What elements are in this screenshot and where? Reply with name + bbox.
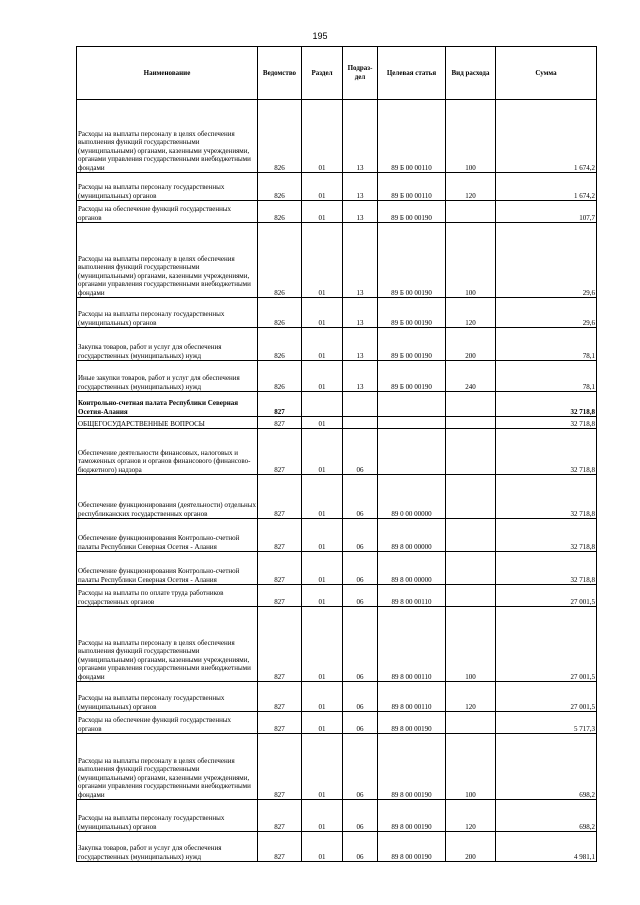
header-name: Наименование (77, 47, 258, 100)
table-row (77, 552, 597, 585)
cell-target: 89 8 00 00110 (378, 585, 446, 607)
cell-sum: 27 001,5 (496, 607, 597, 682)
cell-subsection: 06 (343, 607, 378, 682)
cell-sum: 32 718,8 (496, 392, 597, 417)
cell-name: Расходы на выплаты персоналу в целях обеспечения выполнения функций государственными (муниципальными) органами, казенными учреждениями, органами управления государственными внебюджетными фондами (77, 607, 258, 682)
table-row (77, 201, 597, 223)
cell-target: 89 8 00 00190 (378, 832, 446, 862)
table-body (77, 100, 597, 862)
cell-subsection (343, 417, 378, 429)
cell-target: 89 8 00 00000 (378, 552, 446, 585)
cell-target: 89 Б 00 00190 (378, 223, 446, 298)
cell-exp-type: 120 (446, 800, 496, 832)
header-row (77, 47, 597, 100)
cell-exp-type (446, 417, 496, 429)
table-row (77, 223, 597, 298)
cell-exp-type (446, 585, 496, 607)
cell-dept: 827 (258, 475, 302, 519)
cell-dept: 827 (258, 832, 302, 862)
cell-sum: 4 981,1 (496, 832, 597, 862)
cell-section: 01 (302, 173, 343, 201)
cell-target: 89 8 00 00190 (378, 800, 446, 832)
cell-dept: 826 (258, 361, 302, 392)
cell-section: 01 (302, 734, 343, 800)
cell-subsection: 06 (343, 800, 378, 832)
cell-target: 89 8 00 00110 (378, 607, 446, 682)
table-row (77, 429, 597, 475)
cell-section: 01 (302, 585, 343, 607)
cell-name: Обеспечение функционирования Контрольно-счетной палаты Республики Северная Осетия - Алания (77, 552, 258, 585)
header-subsection: Подраз-дел (343, 47, 378, 100)
header-section: Раздел (302, 47, 343, 100)
cell-exp-type (446, 519, 496, 552)
cell-subsection: 06 (343, 585, 378, 607)
cell-sum: 32 718,8 (496, 552, 597, 585)
cell-dept: 827 (258, 800, 302, 832)
cell-sum: 29,6 (496, 298, 597, 328)
cell-target: 89 8 00 00190 (378, 734, 446, 800)
cell-name: Расходы на выплаты персоналу в целях обеспечения выполнения функций государственными (муниципальными) органами, казенными учреждениями, органами управления государственными внебюджетными фондами (77, 100, 258, 173)
cell-name: Расходы на выплаты персоналу государственных (муниципальных) органов (77, 682, 258, 712)
cell-dept: 826 (258, 223, 302, 298)
table-row (77, 682, 597, 712)
cell-section: 01 (302, 712, 343, 734)
cell-name: ОБЩЕГОСУДАРСТВЕННЫЕ ВОПРОСЫ (77, 417, 258, 429)
cell-section: 01 (302, 832, 343, 862)
cell-dept: 827 (258, 585, 302, 607)
cell-exp-type: 200 (446, 832, 496, 862)
table-row (77, 607, 597, 682)
cell-name: Расходы на обеспечение функций государственных органов (77, 712, 258, 734)
cell-dept: 827 (258, 429, 302, 475)
table-row (77, 585, 597, 607)
cell-section: 01 (302, 475, 343, 519)
cell-exp-type: 200 (446, 328, 496, 361)
cell-sum: 27 001,5 (496, 585, 597, 607)
cell-name: Расходы на выплаты персоналу в целях обеспечения выполнения функций государственными (муниципальными) органами, казенными учреждениями, органами управления государственными внебюджетными фондами (77, 223, 258, 298)
cell-sum: 698,2 (496, 734, 597, 800)
cell-target: 89 8 00 00110 (378, 682, 446, 712)
cell-exp-type (446, 201, 496, 223)
cell-subsection: 06 (343, 519, 378, 552)
cell-name: Закупка товаров, работ и услуг для обеспечения государственных (муниципальных) нужд (77, 832, 258, 862)
cell-sum: 5 717,3 (496, 712, 597, 734)
cell-name: Контрольно-счетная палата Республики Северная Осетия-Алания (77, 392, 258, 417)
cell-dept: 827 (258, 552, 302, 585)
cell-dept: 827 (258, 607, 302, 682)
cell-sum: 698,2 (496, 800, 597, 832)
cell-sum: 78,1 (496, 361, 597, 392)
cell-name: Расходы на обеспечение функций государственных органов (77, 201, 258, 223)
cell-subsection: 13 (343, 223, 378, 298)
cell-section: 01 (302, 682, 343, 712)
table-row (77, 712, 597, 734)
cell-exp-type (446, 712, 496, 734)
table-row (77, 417, 597, 429)
cell-dept: 826 (258, 173, 302, 201)
cell-subsection: 13 (343, 173, 378, 201)
table-row (77, 328, 597, 361)
table-row (77, 173, 597, 201)
cell-section: 01 (302, 429, 343, 475)
cell-name: Расходы на выплаты персоналу государственных (муниципальных) органов (77, 173, 258, 201)
table-row (77, 800, 597, 832)
cell-target (378, 417, 446, 429)
cell-exp-type (446, 429, 496, 475)
cell-dept: 827 (258, 392, 302, 417)
cell-section: 01 (302, 519, 343, 552)
cell-subsection: 06 (343, 475, 378, 519)
header-exp-type: Вид расхода (446, 47, 496, 100)
cell-dept: 827 (258, 417, 302, 429)
cell-subsection (343, 392, 378, 417)
table-row (77, 361, 597, 392)
cell-target: 89 8 00 00190 (378, 712, 446, 734)
cell-dept: 826 (258, 328, 302, 361)
cell-section: 01 (302, 552, 343, 585)
cell-sum: 27 001,5 (496, 682, 597, 712)
cell-sum: 32 718,8 (496, 429, 597, 475)
cell-exp-type (446, 475, 496, 519)
cell-section (302, 392, 343, 417)
cell-section: 01 (302, 100, 343, 173)
cell-exp-type: 120 (446, 682, 496, 712)
cell-name: Обеспечение функционирования Контрольно-счетной палаты Республики Северная Осетия - Алания (77, 519, 258, 552)
cell-section: 01 (302, 223, 343, 298)
cell-name: Обеспечение деятельности финансовых, налоговых и таможенных органов и органов финансового (финансово-бюджетного) надзора (77, 429, 258, 475)
cell-sum: 1 674,2 (496, 173, 597, 201)
cell-subsection: 06 (343, 734, 378, 800)
cell-target: 89 Б 00 00190 (378, 201, 446, 223)
cell-dept: 827 (258, 712, 302, 734)
cell-exp-type: 100 (446, 100, 496, 173)
cell-exp-type: 100 (446, 223, 496, 298)
table-row (77, 475, 597, 519)
cell-section: 01 (302, 298, 343, 328)
cell-target: 89 Б 00 00190 (378, 328, 446, 361)
cell-name: Расходы на выплаты персоналу в целях обеспечения выполнения функций государственными (муниципальными) органами, казенными учреждениями, органами управления государственными внебюджетными фондами (77, 734, 258, 800)
cell-sum: 29,6 (496, 223, 597, 298)
cell-sum: 107,7 (496, 201, 597, 223)
cell-dept: 826 (258, 201, 302, 223)
cell-name: Иные закупки товаров, работ и услуг для обеспечения государственных (муниципальных) нужд (77, 361, 258, 392)
cell-subsection: 13 (343, 100, 378, 173)
cell-exp-type: 100 (446, 607, 496, 682)
cell-subsection: 13 (343, 201, 378, 223)
table-row (77, 832, 597, 862)
cell-target: 89 Б 00 00190 (378, 298, 446, 328)
cell-exp-type: 240 (446, 361, 496, 392)
cell-subsection: 13 (343, 298, 378, 328)
cell-name: Закупка товаров, работ и услуг для обеспечения государственных (муниципальных) нужд (77, 328, 258, 361)
cell-exp-type: 100 (446, 734, 496, 800)
cell-dept: 826 (258, 100, 302, 173)
cell-exp-type (446, 392, 496, 417)
cell-target: 89 8 00 00000 (378, 519, 446, 552)
cell-target (378, 392, 446, 417)
header-sum: Сумма (496, 47, 597, 100)
cell-dept: 827 (258, 519, 302, 552)
cell-section: 01 (302, 328, 343, 361)
cell-name: Расходы на выплаты персоналу государственных (муниципальных) органов (77, 298, 258, 328)
cell-subsection: 13 (343, 328, 378, 361)
page-number: 195 (312, 31, 328, 41)
cell-section: 01 (302, 361, 343, 392)
cell-subsection: 06 (343, 712, 378, 734)
cell-subsection: 13 (343, 361, 378, 392)
cell-sum: 32 718,8 (496, 519, 597, 552)
cell-section: 01 (302, 417, 343, 429)
cell-subsection: 06 (343, 429, 378, 475)
table-row (77, 392, 597, 417)
budget-table (76, 46, 597, 862)
cell-target: 89 Б 00 00190 (378, 361, 446, 392)
cell-section: 01 (302, 800, 343, 832)
cell-exp-type: 120 (446, 298, 496, 328)
cell-exp-type: 120 (446, 173, 496, 201)
cell-dept: 826 (258, 298, 302, 328)
cell-target (378, 429, 446, 475)
cell-target: 89 Б 00 00110 (378, 173, 446, 201)
cell-sum: 78,1 (496, 328, 597, 361)
cell-sum: 32 718,8 (496, 475, 597, 519)
cell-sum: 1 674,2 (496, 100, 597, 173)
cell-subsection: 06 (343, 682, 378, 712)
cell-target: 89 0 00 00000 (378, 475, 446, 519)
cell-section: 01 (302, 607, 343, 682)
cell-section: 01 (302, 201, 343, 223)
cell-subsection: 06 (343, 552, 378, 585)
table-row (77, 734, 597, 800)
table-row (77, 100, 597, 173)
cell-sum: 32 718,8 (496, 417, 597, 429)
cell-name: Расходы на выплаты по оплате труда работников государственных органов (77, 585, 258, 607)
cell-name: Обеспечение функционирования (деятельности) отдельных республиканских государственных органов (77, 475, 258, 519)
cell-name: Расходы на выплаты персоналу государственных (муниципальных) органов (77, 800, 258, 832)
header-dept: Ведомство (258, 47, 302, 100)
cell-target: 89 Б 00 00110 (378, 100, 446, 173)
cell-exp-type (446, 552, 496, 585)
cell-subsection: 06 (343, 832, 378, 862)
header-target: Целевая статья (378, 47, 446, 100)
cell-dept: 827 (258, 682, 302, 712)
table-row (77, 519, 597, 552)
cell-dept: 827 (258, 734, 302, 800)
table-row (77, 298, 597, 328)
